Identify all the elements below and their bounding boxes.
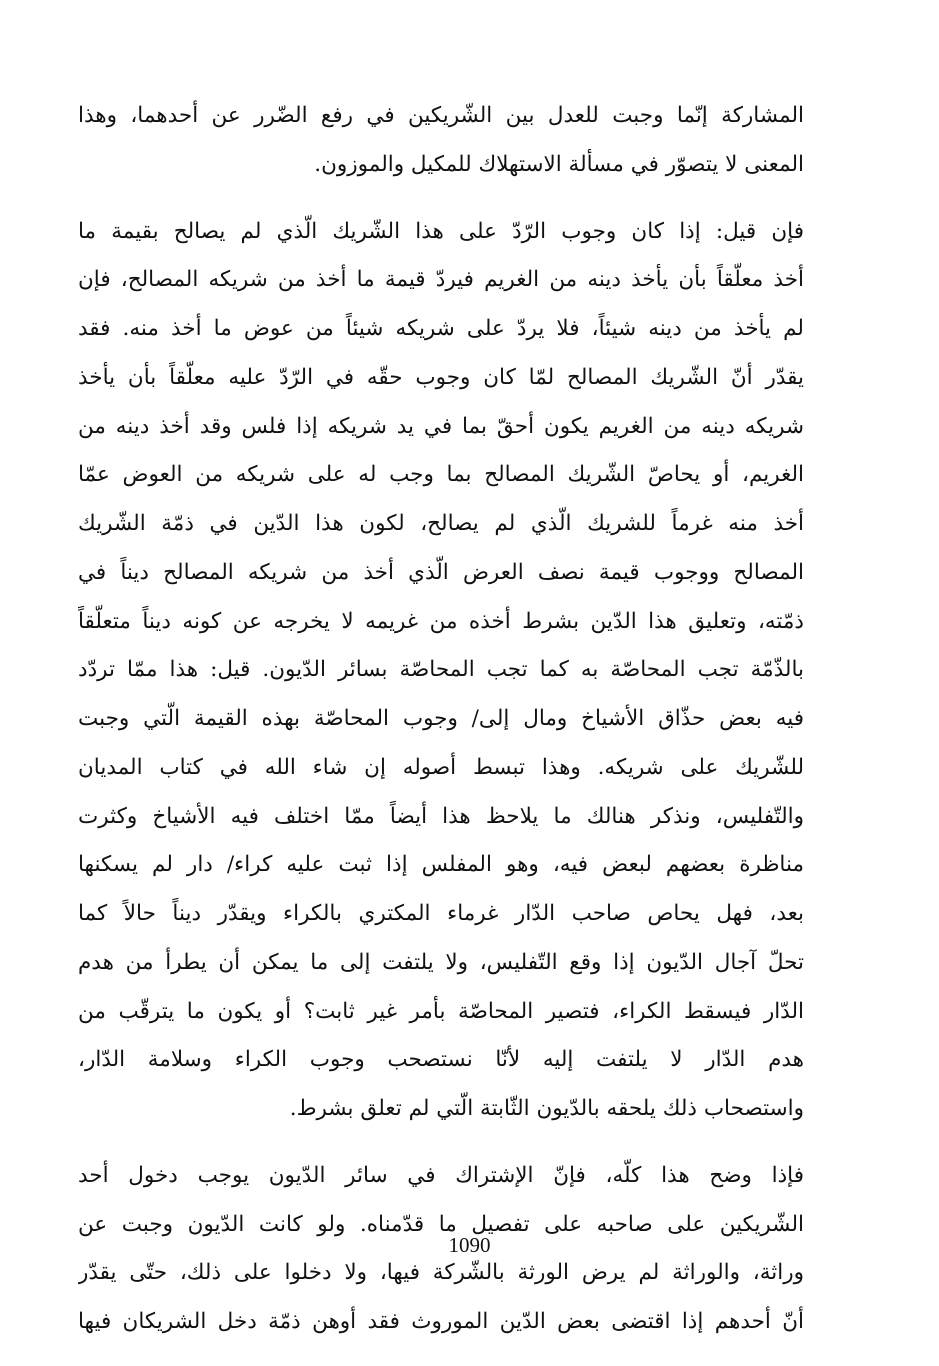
text-line: وراثة، والوراثة لم يرض الورثة بالشّركة فيها، ولا دخلوا على ذلك، حتّى يقدّر xyxy=(78,1260,804,1286)
text-line: فإذا وضح هذا كلّه، فإنّ الإشتراك في سائر الدّيون يوجب دخول أحد xyxy=(78,1162,804,1188)
text-line: هدم الدّار لا يلتفت إليه لأنّا نستصحب وجوب الكراء وسلامة الدّار، xyxy=(78,1047,804,1073)
text-line: والتّفليس، ونذكر هنالك ما يلاحظ هذا أيضاً ممّا اختلف فيه الأشياخ وكثرت xyxy=(78,803,804,829)
body-text xyxy=(78,92,804,1347)
page-number: 1090 xyxy=(448,1233,491,1257)
text-line: بعد، فهل يحاص صاحب الدّار غرماء المكتري بالكراء ويقدّر ديناً حالاً كما xyxy=(78,901,804,926)
text-line: الشّريكين على صاحبه على تفصيل ما قدّمناه. ولو كانت الدّيون وجبت عن xyxy=(78,1211,804,1237)
text-line: الغريم، أو يحاصّ الشّريك المصالح بما وجب له على شريكه من العوض عمّا xyxy=(78,462,804,488)
text-line: للشّريك على شريكه. وهذا تبسط أصوله إن شاء الله في كتاب المديان xyxy=(78,754,804,780)
text-line: شريكه دينه من الغريم يكون أحقّ بما في يد شريكه إذا فلس وقد أخذ دينه من xyxy=(78,413,804,439)
text-line: فيه بعض حذّاق الأشياخ ومال إلى/ وجوب المحاصّة بهذه القيمة الّتي وجبت xyxy=(78,706,804,731)
text-line: أخذ منه غرماً للشريك الّذي لم يصالح، لكون هذا الدّين في ذمّة الشّريك xyxy=(78,511,804,536)
text-line: بالذّمّة تجب المحاصّة به كما تجب المحاصّة بسائر الدّيون. قيل: هذا ممّا تردّد xyxy=(78,657,804,683)
text-line: لم يأخذ من دينه شيئاً، فلا يردّ على شريكه شيئاً من عوض ما أخذ منه. فقد xyxy=(78,316,804,341)
text-line: المصالح ووجوب قيمة نصف العرض الّذي أخذ من شريكه المصالح ديناً في xyxy=(78,559,804,585)
text-line: الدّار فيسقط الكراء، فتصير المحاصّة بأمر غير ثابت؟ أو يكون ما يترقّب من xyxy=(78,998,804,1024)
text-line: تحلّ آجال الدّيون إذا وقع التّفليس، ولا يلتفت إلى ما يمكن أن يطرأ من هدم xyxy=(78,949,804,975)
text-line: يقدّر أنّ الشّريك المصالح لمّا كان وجوب حقّه في الرّدّ عليه معلّقاً بأن يأخذ xyxy=(78,364,804,390)
text-line: المشاركة إنّما وجبت للعدل بين الشّريكين في رفع الضّرر عن أحدهما، وهذا xyxy=(78,103,804,128)
text-line: مناظرة بعضهم لبعض فيه، وهو المفلس إذا ثبت عليه كراء/ دار لم يسكنها xyxy=(78,852,804,878)
text-line: أنّ أحدهم إذا اقتضى بعض الدّين الموروث فقد أوهن ذمّة دخل الشريكان فيها xyxy=(78,1309,804,1334)
text-line: واستصحاب ذلك يلحقه بالدّيون الثّابتة الّتي لم تعلق بشرط. xyxy=(289,1096,804,1121)
text-line: أخذ معلّقاً بأن يأخذ دينه من الغريم فيردّ قيمة ما أخذ من شريكه المصالح، فإن xyxy=(78,267,804,293)
text-line: فإن قيل: إذا كان وجوب الرّدّ على هذا الشّريك الّذي لم يصالح بقيمة ما xyxy=(78,218,804,244)
text-line: المعنى لا يتصوّر في مسألة الاستهلاك للمكيل والموزون. xyxy=(314,151,804,177)
text-line: ذمّته، وتعليق هذا الدّين بشرط أخذه من غريمه لا يخرجه عن كونه ديناً متعلّقاً xyxy=(78,608,804,634)
